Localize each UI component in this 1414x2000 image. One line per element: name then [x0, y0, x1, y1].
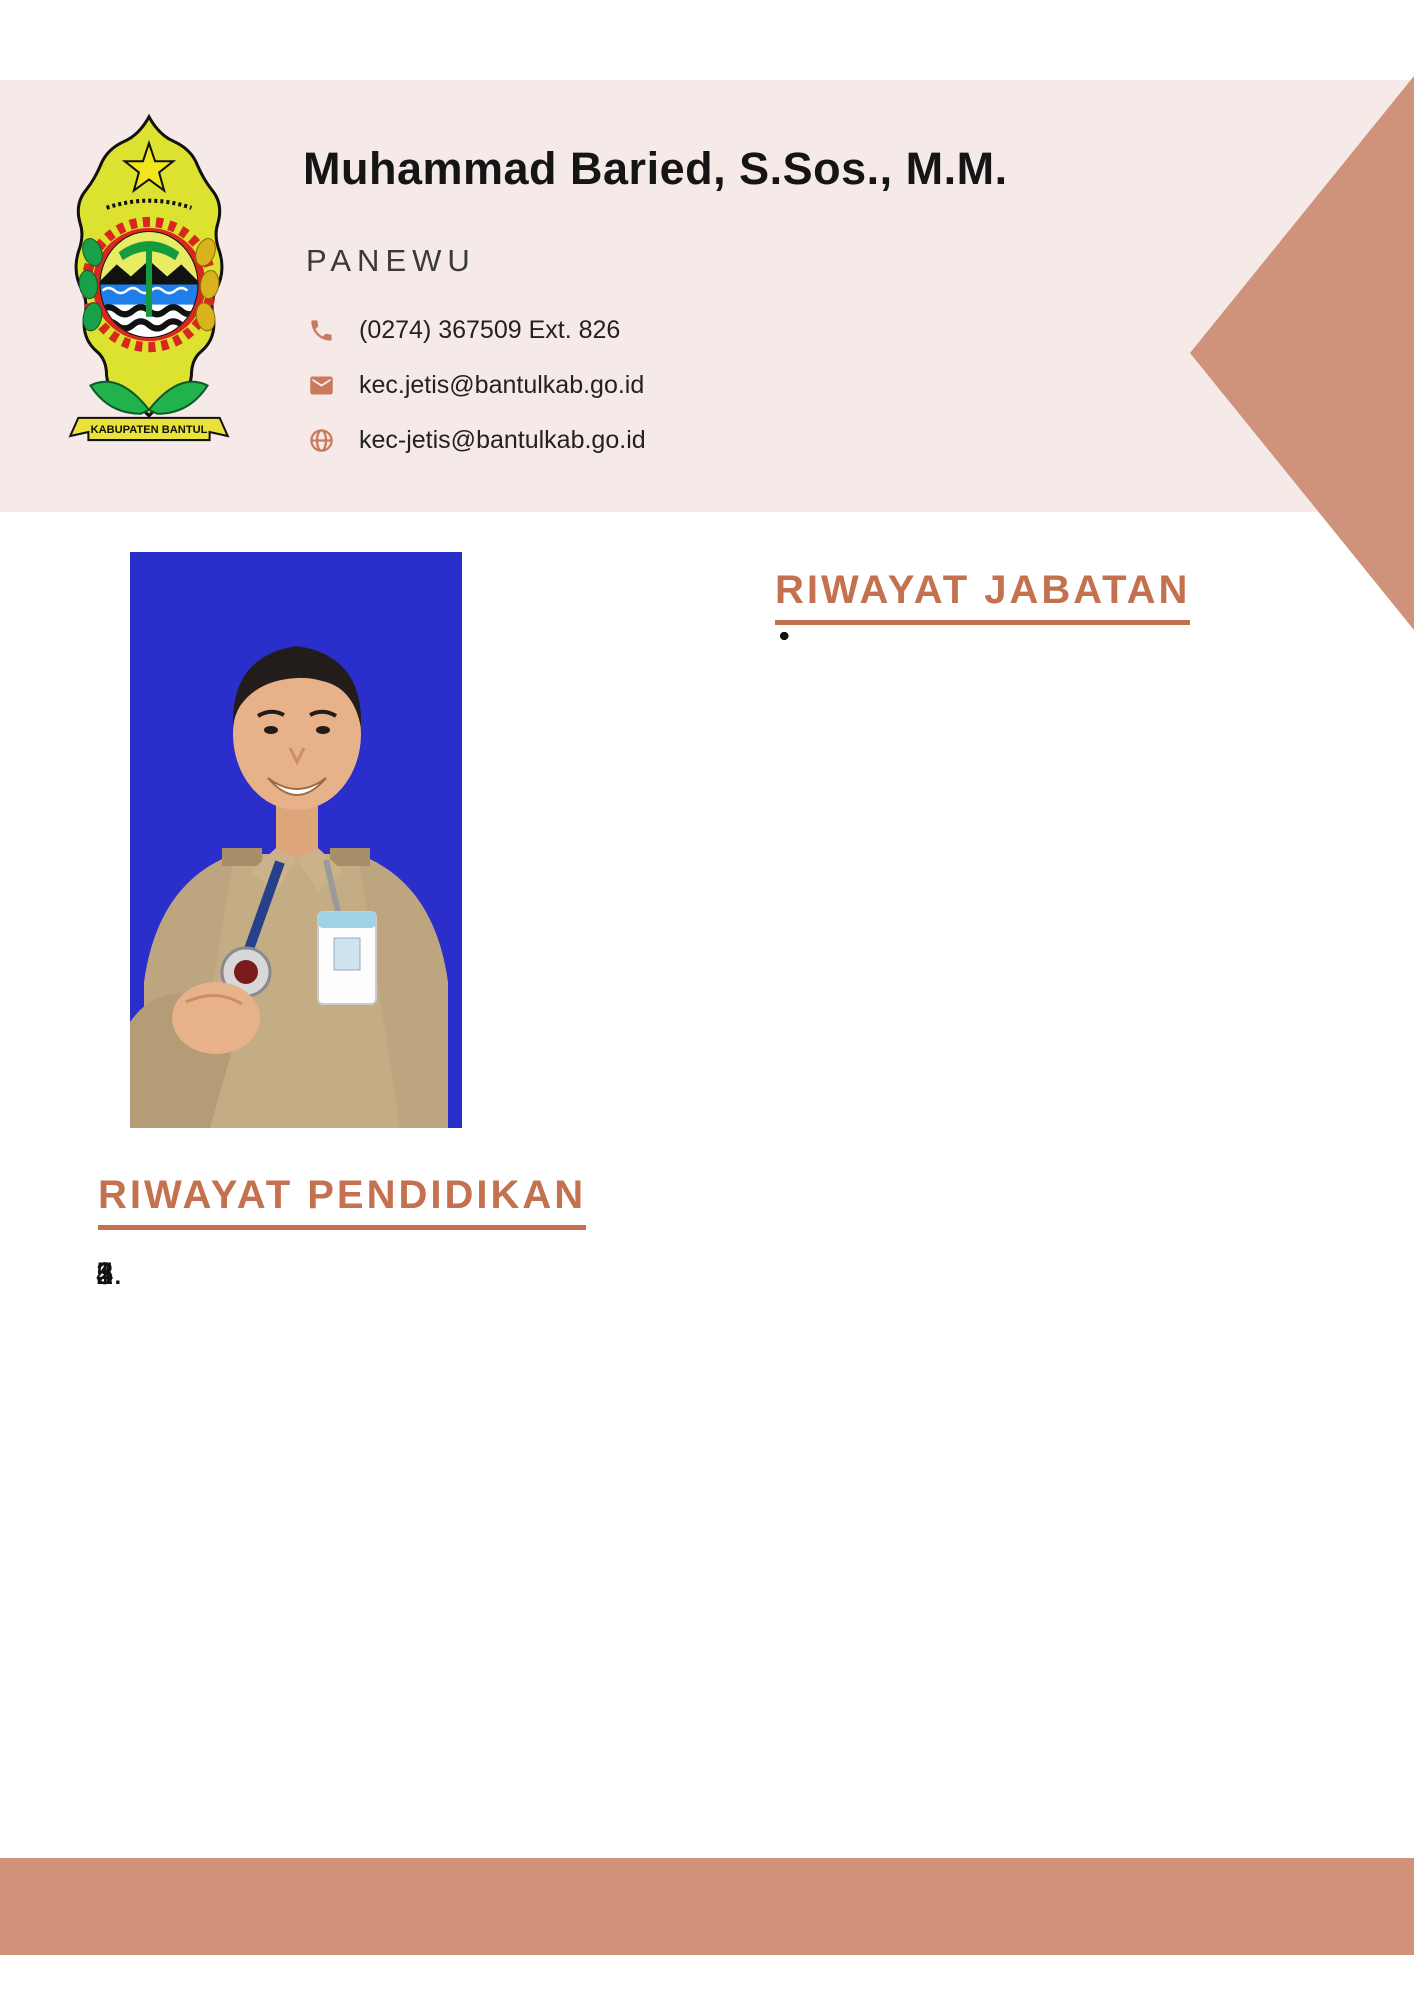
email-address: kec.jetis@bantulkab.go.id	[359, 371, 645, 399]
phone-icon	[308, 317, 335, 344]
positions-heading: RIWAYAT JABATAN	[775, 568, 1190, 625]
email-row	[308, 371, 646, 400]
official-portrait-photo	[130, 552, 462, 1128]
logo-ribbon-text: KABUPATEN BANTUL	[90, 423, 208, 436]
person-name: Muhammad Baried, S.Sos., M.M.	[303, 143, 1008, 194]
phone-number: (0274) 367509 Ext. 826	[359, 316, 621, 344]
mail-icon	[308, 372, 335, 399]
globe-icon	[308, 427, 335, 454]
contact-block	[308, 316, 646, 455]
phone-row	[308, 316, 646, 345]
positions-section	[775, 568, 1190, 625]
person-role: PANEWU	[306, 243, 476, 278]
education-section	[98, 1173, 586, 1230]
footer-bar	[0, 1858, 1414, 1955]
education-heading: RIWAYAT PENDIDIKAN	[98, 1173, 586, 1230]
bantul-regency-logo	[48, 110, 250, 455]
website-address: kec-jetis@bantulkab.go.id	[359, 426, 646, 454]
website-row	[308, 426, 646, 455]
